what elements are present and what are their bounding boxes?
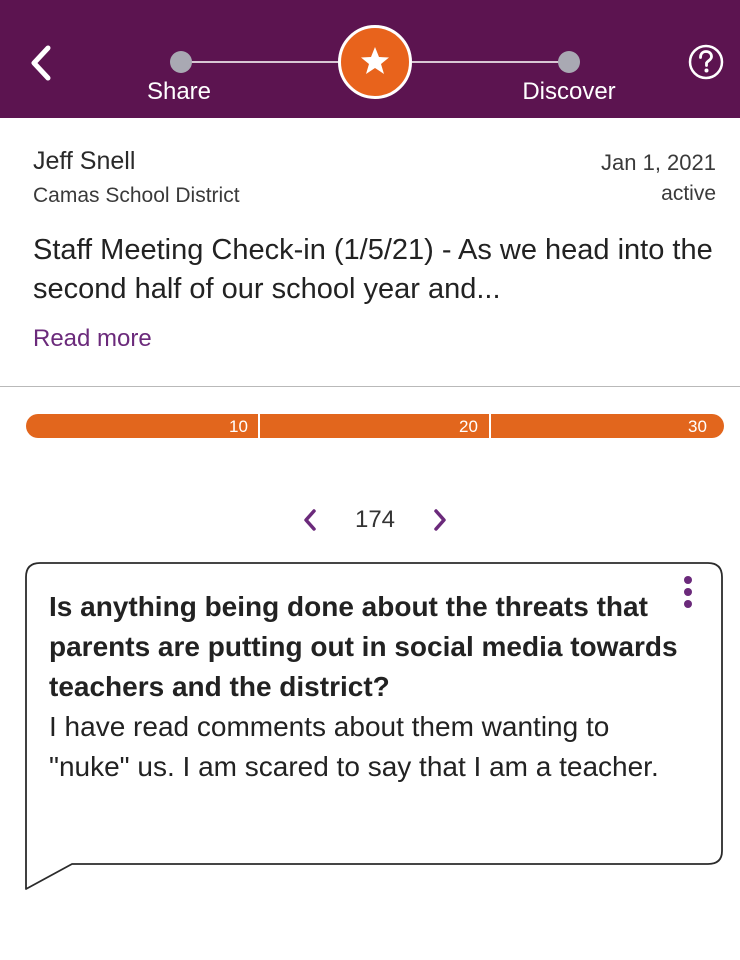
author-name: Jeff Snell [33, 147, 136, 175]
post-date: Jan 1, 2021 [601, 150, 716, 175]
progress-tick-label: 10 [229, 417, 248, 436]
comment-body: I have read comments about them wanting to "nuke" us. I am scared to say that I am a teacher. [49, 711, 659, 782]
author-organization: Camas School District [33, 184, 240, 207]
read-more-link[interactable]: Read more [33, 325, 152, 352]
progress-tick-label: 30 [688, 417, 707, 436]
share-step-label[interactable]: Share [146, 78, 212, 105]
comment-text [49, 587, 679, 787]
comment-question: Is anything being done about the threats that parents are putting out in social media towards teachers and the district? [49, 591, 678, 702]
post-status: active [661, 182, 716, 205]
item-number: 174 [354, 506, 396, 533]
discover-step-label[interactable]: Discover [522, 78, 616, 105]
post-title: Staff Meeting Check-in (1/5/21) - As we head into the second half of our school year and... [33, 234, 713, 305]
kebab-menu-icon[interactable] [676, 574, 700, 610]
progress-tick-label: 20 [459, 417, 478, 436]
